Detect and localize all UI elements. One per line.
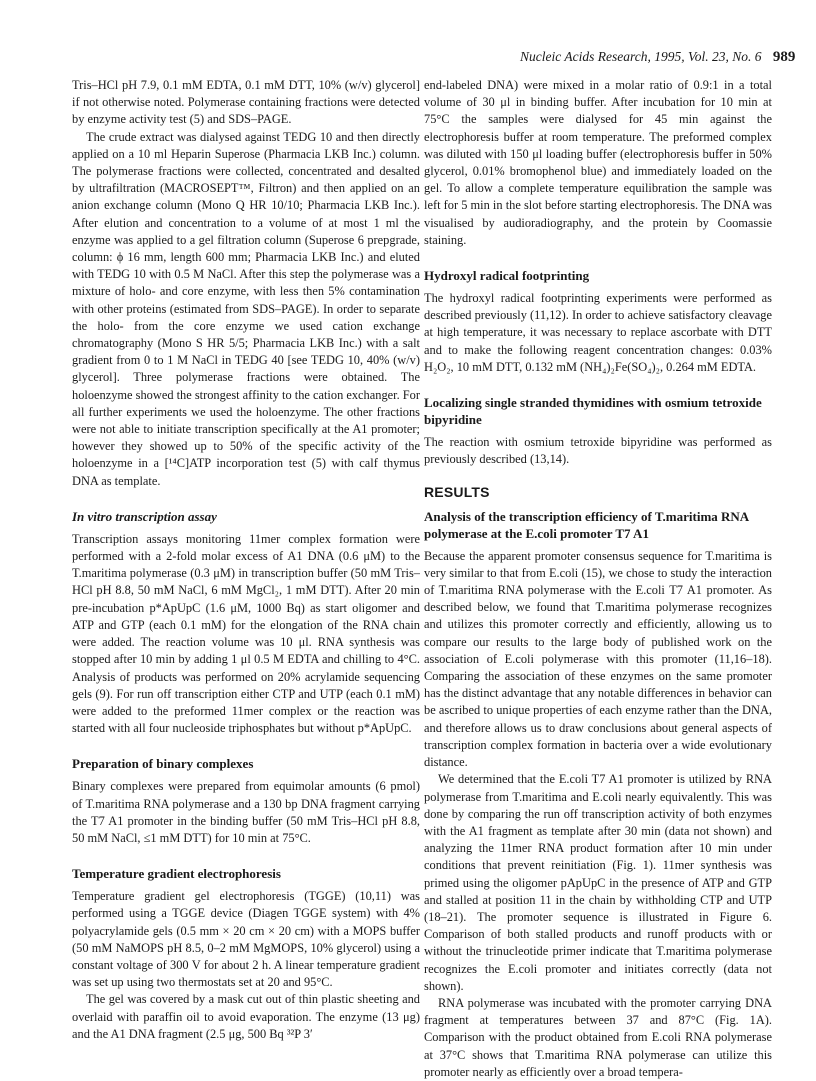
right-column <box>424 77 772 1081</box>
paragraph: end-labeled DNA) were mixed in a molar ratio of 0.9:1 in a total volume of 30 μl in binding buffer. After incubation for 10 min at 75°C the samples were dialysed for 45 min against the electrophoresis buffer at room temperature. The preformed complex was diluted with 150 μl loading buffer (electrophoresis buffer in 50% glycerol, 0.01% bromophenol blue) and immediately loaded on the gel. To allow a complete temperature equilibration the sample was left for 5 min in the slot before starting electrophoresis. The DNA was visualised by audioradiography, and the protein by Coomassie staining. <box>424 78 772 247</box>
left-column <box>72 77 420 1043</box>
paragraph: The crude extract was dialysed against TEDG 10 and then directly applied on a 10 ml Heparin Superose (Pharmacia LKB Inc.) column. The polymerase fractions were collected, concentrated and desalted by ultrafiltration (MACROSEPT™, Filtron) and then applied on an anion exchange column (Mono Q HR 10/10; Pharmacia LKB Inc.). After elution and concentration to a volume of at most 1 ml the enzyme was applied to a gel filtration column (Superose 6 prepgrade, column: ϕ 16 mm, length 600 mm; Pharmacia LKB Inc.) and eluted with TEDG 10 with 0.5 M NaCl. After this step the polymerase was a mixture of holo- and core enzyme, with less then 5% contamination with other proteins (estimated from SDS–PAGE). In order to separate the holo- from the core enzyme we used cation exchange chromatography (Mono S HR 5/5; Pharmacia LKB Inc.) with a salt gradient from 0 to 1 M NaCl in TEDG 40 [see TEDG 10, 40% (w/v) glycerol]. Three polymerase fractions were obtained. The holoenzyme showed the strongest affinity to the cation exchanger. For all further experiments we used the holoenzyme. The other fractions were not able to initiate transcription specifically at the A1 promoter; however they showed up to 50% of the specific activity of the holoenzyme in a [¹⁴C]ATP incorporation test (5) with calf thymus DNA as template. <box>72 129 420 488</box>
section-heading-hydroxyl-footprinting: Hydroxyl radical footprinting <box>424 268 590 284</box>
paragraph: Transcription assays monitoring 11mer complex formation were performed with a 2-fold molar excess of A1 DNA (0.6 μM) to the T.maritima polymerase (0.3 μM) in transcription buffer (50 mM Tris–HCl pH 8.8, 50 mM NaCl, 6 mM MgCl₂, 1 mM DTT). After 20 min pre-incubation p*ApUpC (1.6 μM, 1000 Bq) as start oligomer and ATP and GTP (each 0.1 mM) for the elongation of the RNA chain were added. The reaction volume was 10 μl. RNA synthesis was stopped after 10 min by adding 1 μl 0.5 M EDTA and chilling to 4°C. Analysis of products was performed on 20% acrylamide sequencing gels (9). For run off transcription either CTP and UTP (each 0.1 mM) were added to the preformed 11mer complex or the reaction was started with all four nucleoside triphosphates but without p*ApUpC. <box>72 531 420 736</box>
section-heading-binary-complexes: Preparation of binary complexes <box>72 756 254 772</box>
paragraph: Because the apparent promoter consensus sequence for T.maritima is very similar to that from E.coli (15), we chose to study the interaction of T.maritima RNA polymerase with the E.coli T7 A1 promoter. As described below, we found that T.maritima polymerase recognizes and utilizes this promoter correctly and efficiently, allowing us to compare our results to the large body of published work on the association of E.coli polymerase with this promoter (11,16–18). Comparing the association of these enzymes on the same promoter has the distinct advantage that any notable differences in behavior can be ascribed to unique properties of each enzyme rather than the DNA, and therefore allows us to draw conclusions about general aspects of transcription complex formation in bacteria over a wide evolutionary distance. <box>424 548 772 770</box>
section-heading-transcription-assay: In vitro transcription assay <box>72 508 217 524</box>
paragraph: The reaction with osmium tetroxide bipyridine was performed as previously described (13,14). <box>424 435 772 467</box>
section-heading-results: RESULTS <box>424 484 490 501</box>
paragraph: Temperature gradient gel electrophoresis (TGGE) (10,11) was performed using a TGGE device (Diagen TGGE system) with 4% polyacrylamide gels (0.5 mm × 20 cm × 20 cm) with a MOPS buffer (50 mM NaMOPS pH 8.5, 0–2 mM MgMOPS, 10% glycerol) using a constant voltage of 300 V for about 2 h. A linear temperature gradient was set up using two thermostats set at 20 and 95°C. <box>72 889 420 990</box>
section-heading-tgge: Temperature gradient electrophoresis <box>72 866 281 882</box>
paragraph: The hydroxyl radical footprinting experiments were performed as described previously (11,12). In order to achieve satisfactory cleavage at high temperature, it was necessary to replace ascorbate with DTT and to make the following reagent concentration changes: 0.03% H₂O₂, 10 mM DTT, 0.132 mM (NH₄)₂Fe(SO₄)₂, 0.264 mM EDTA. <box>424 291 772 374</box>
paragraph: Binary complexes were prepared from equimolar amounts (6 pmol) of T.maritima RNA polymerase and a 130 bp DNA fragment carrying the T7 A1 promoter in the binding buffer (50 mM Tris–HCl pH 8.8, 50 mM NaCl, ≤1 mM DTT) for 10 min at 75°C. <box>72 779 420 845</box>
paragraph: Tris–HCl pH 7.9, 0.1 mM EDTA, 0.1 mM DTT, 10% (w/v) glycerol] if not otherwise noted. Polymerase containing fractions were detected by enzyme activity test (5) and SDS–PAGE. <box>72 78 420 127</box>
paragraph: The gel was covered by a mask cut out of thin plastic sheeting and overlaid with paraffin oil to avoid evaporation. The enzyme (13 μg) and the A1 DNA fragment (2.5 μg, 500 Bq ³²P 3′ <box>72 992 420 1041</box>
paragraph: RNA polymerase was incubated with the promoter carrying DNA fragment at temperatures between 37 and 87°C (Fig. 1A). Comparison with the product obtained from E.coli RNA polymerase at 37°C shows that T.maritima RNA polymerase can utilize this promoter nearly as efficiently over a broad tempera- <box>424 995 772 1079</box>
section-heading-osmium: Localizing single stranded thymidines with osmium tetroxide bipyridine <box>424 395 762 428</box>
subsection-heading-analysis: Analysis of the transcription efficiency of T.maritima RNA polymerase at the E.coli promoter T7 A1 <box>424 508 749 541</box>
paragraph: We determined that the E.coli T7 A1 promoter is utilized by RNA polymerase from T.maritima and E.coli nearly equivalently. This was done by comparing the run off transcription activity of both enzymes with the A1 fragment as template after 30 min (data not shown) and analyzing the 11mer RNA product formation after 10 min under conditions that prevent reinitiation (Fig. 1). 11mer synthesis was primed using the oligomer pApUpC in the presence of ATP and GTP and stalled at position 11 in the chain by withholding CTP and UTP (18–21). The promoter sequence is illustrated in Figure 6. Comparison of both stalled products and runoff products with or without the trinucleotide primer indicate that T.maritima polymerase recognizes the E.coli promoter and initiates correctly (data not shown). <box>424 772 772 993</box>
page-number: 989 <box>772 49 796 65</box>
journal-citation: Nucleic Acids Research, 1995, Vol. 23, No. 6 <box>520 49 762 64</box>
running-header <box>520 49 796 66</box>
